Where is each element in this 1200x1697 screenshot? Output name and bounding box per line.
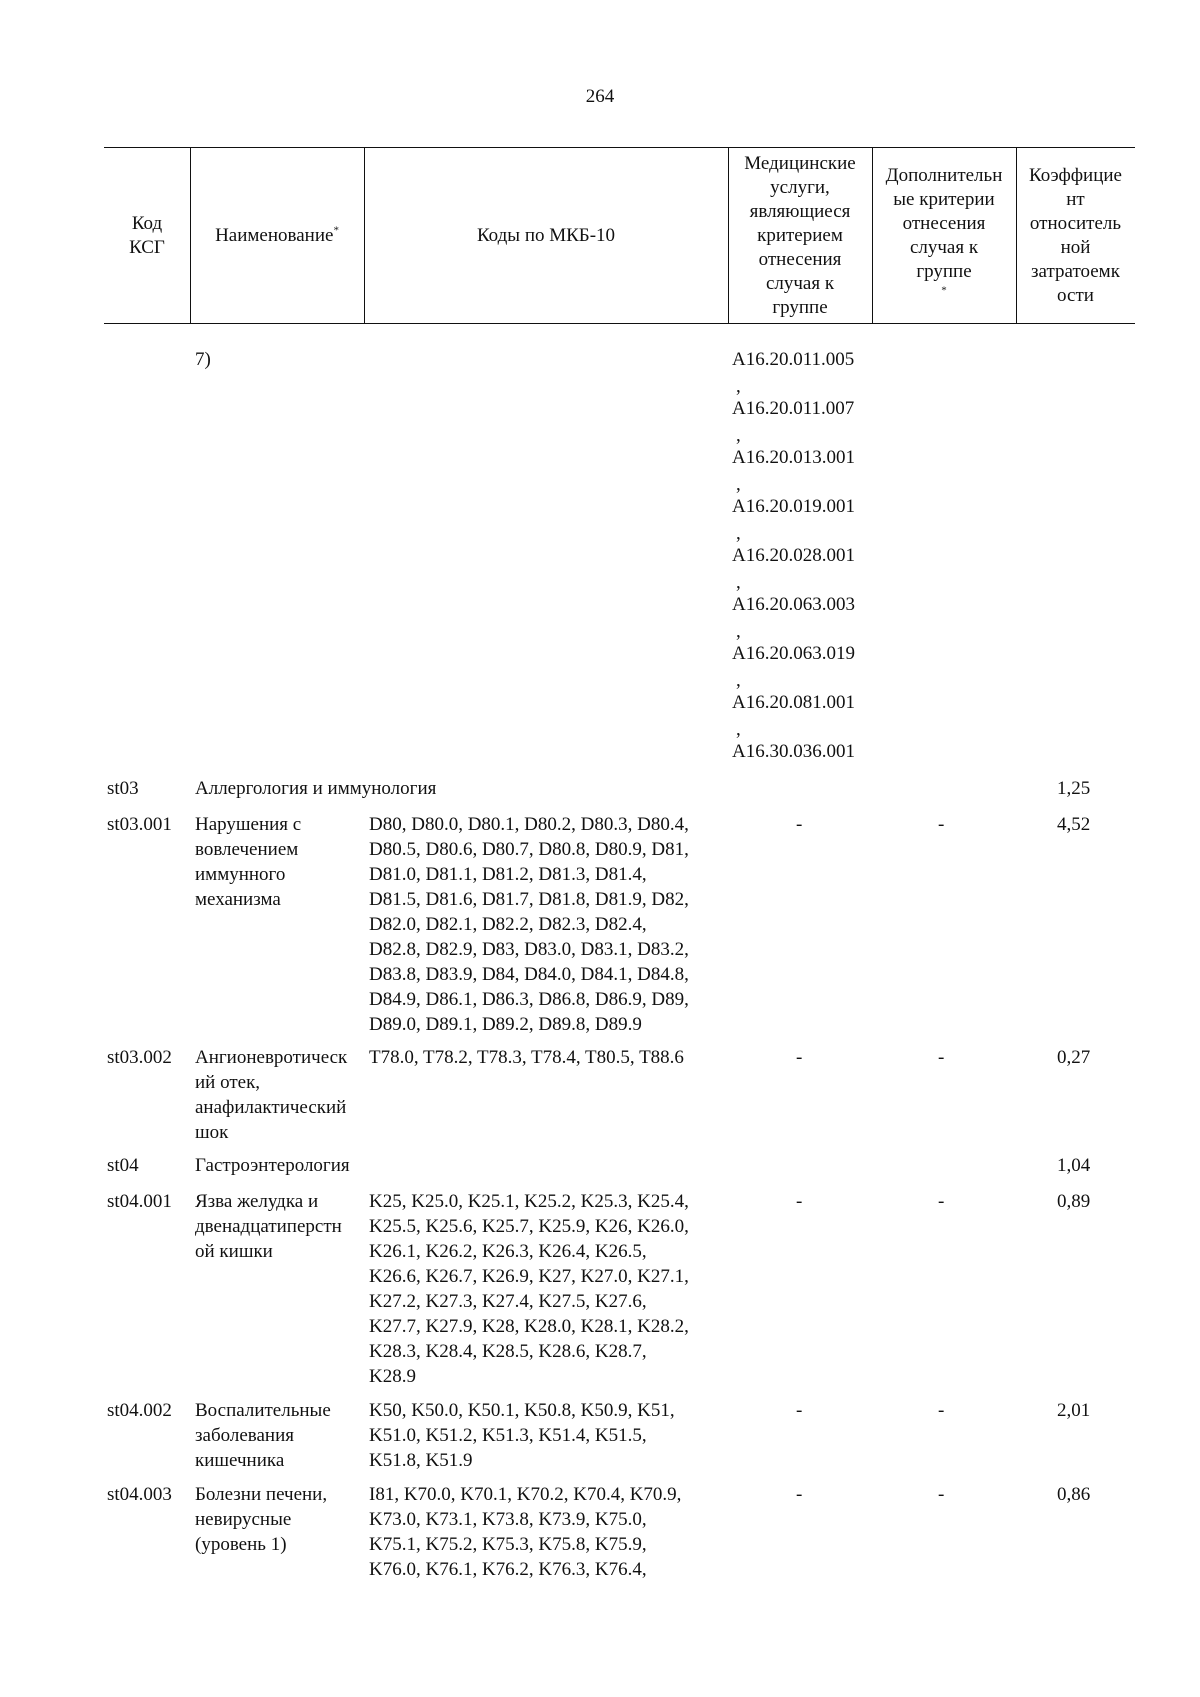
service-code: A16.20.063.003 — [732, 594, 855, 615]
services-value: - — [796, 1484, 803, 1505]
row-code: st04.001 — [107, 1191, 172, 1212]
header-cell-coef: Коэффицие нт относитель ной затратоемк ости — [1029, 164, 1122, 306]
separator-comma: , — [736, 670, 741, 691]
services-value: - — [796, 1047, 803, 1068]
row-name: Нарушения с вовлечением иммунного механизма — [195, 814, 302, 910]
group-name: Гастроэнтерология — [195, 1155, 350, 1176]
row-code: st03.001 — [107, 814, 172, 835]
separator-comma: , — [736, 572, 741, 593]
group-name: Аллергология и иммунология — [195, 778, 437, 799]
header-cell-code: Код КСГ — [129, 212, 165, 258]
footnote-mark: * — [941, 284, 947, 297]
separator-comma: , — [736, 474, 741, 495]
separator-comma: , — [736, 425, 741, 446]
services-value: - — [796, 814, 803, 835]
separator-comma: , — [736, 376, 741, 397]
row-name: Воспалительные заболевания кишечника — [195, 1400, 331, 1471]
service-code: A16.20.028.001 — [732, 545, 855, 566]
header-cell-extra: Дополнительн ые критерии отнесения случая к группе * — [885, 164, 1003, 297]
coefficient: 0,89 — [1057, 1191, 1091, 1212]
row-name: Ангионевротическ ий отек, анафилактический шок — [195, 1047, 348, 1143]
coefficient: 0,86 — [1057, 1484, 1091, 1505]
coefficient: 2,01 — [1057, 1400, 1091, 1421]
group-code: st04 — [107, 1155, 139, 1176]
extra-criteria-value: - — [938, 1047, 945, 1068]
icd-codes: T78.0, T78.2, T78.3, T78.4, T80.5, T88.6 — [369, 1047, 684, 1068]
extra-criteria-value: - — [938, 814, 945, 835]
coefficient: 1,25 — [1057, 778, 1091, 799]
footnote-mark: * — [333, 224, 339, 237]
separator-comma: , — [736, 719, 741, 740]
row-name: Болезни печени, невирусные (уровень 1) — [195, 1484, 328, 1555]
coefficient: 1,04 — [1057, 1155, 1091, 1176]
coefficient: 4,52 — [1057, 814, 1091, 835]
header-cell-icd: Коды по МКБ-10 — [476, 224, 616, 246]
header-cell-services: Медицинские услуги, являющиеся критерием отнесения случая к группе — [744, 152, 856, 318]
service-code: A16.30.036.001 — [732, 741, 855, 762]
extra-criteria-value: - — [938, 1484, 945, 1505]
group-code: st03 — [107, 778, 139, 799]
icd-codes: K50, K50.0, K50.1, K50.8, K50.9, K51, K51.0, K51.2, K51.3, K51.4, K51.5, K51.8, K51.9 — [369, 1400, 675, 1471]
service-code: A16.20.013.001 — [732, 447, 855, 468]
service-code: A16.20.011.007 — [732, 398, 855, 419]
service-code: A16.20.081.001 — [732, 692, 855, 713]
header-bottom-rule — [104, 323, 1135, 324]
service-code: A16.20.063.019 — [732, 643, 855, 664]
continued-name: 7) — [195, 349, 211, 370]
service-code: A16.20.011.005 — [732, 349, 855, 370]
separator-comma: , — [736, 523, 741, 544]
row-code: st03.002 — [107, 1047, 172, 1068]
icd-codes: K25, K25.0, K25.1, K25.2, K25.3, K25.4, K25.5, K25.6, K25.7, K25.9, K26, K26.0, K26.1, K26.2, K26.3, K26.4, K26.5, K26.6, K26.7, K26.9, K27, K27.0, K27.1, K27.2, K27.3, K27.4, K27.5, K27.6, K27.7, K27.9, K28, K28.0, K28.1, K28.2, K28.3, K28.4, K28.5, K28.6, K28.7, K28.9 — [369, 1191, 689, 1387]
page-number: 264 — [585, 86, 615, 107]
icd-codes: D80, D80.0, D80.1, D80.2, D80.3, D80.4, D80.5, D80.6, D80.7, D80.8, D80.9, D81, D81.0, D81.1, D81.2, D81.3, D81.4, D81.5, D81.6, D81.7, D81.8, D81.9, D82, D82.0, D82.1, D82.2, D82.3, D82.4, D82.8, D82.9, D83, D83.0, D83.1, D83.2, D83.8, D83.9, D84, D84.0, D84.1, D84.8, D84.9, D86.1, D86.3, D86.8, D86.9, D89, D89.0, D89.1, D89.2, D89.8, D89.9 — [369, 814, 689, 1035]
extra-criteria-value: - — [938, 1400, 945, 1421]
services-value: - — [796, 1400, 803, 1421]
row-name: Язва желудка и двенадцатиперстн ой кишки — [195, 1191, 342, 1262]
service-code: A16.20.019.001 — [732, 496, 855, 517]
services-value: - — [796, 1191, 803, 1212]
separator-comma: , — [736, 621, 741, 642]
icd-codes: I81, K70.0, K70.1, K70.2, K70.4, K70.9, K73.0, K73.1, K73.8, K73.9, K75.0, K75.1, K75.2, K75.3, K75.8, K75.9, K76.0, K76.1, K76.2, K76.3, K76.4, — [369, 1484, 682, 1580]
row-code: st04.003 — [107, 1484, 172, 1505]
row-code: st04.002 — [107, 1400, 172, 1421]
coefficient: 0,27 — [1057, 1047, 1091, 1068]
header-cell-name: Наименование* — [215, 224, 339, 246]
extra-criteria-value: - — [938, 1191, 945, 1212]
